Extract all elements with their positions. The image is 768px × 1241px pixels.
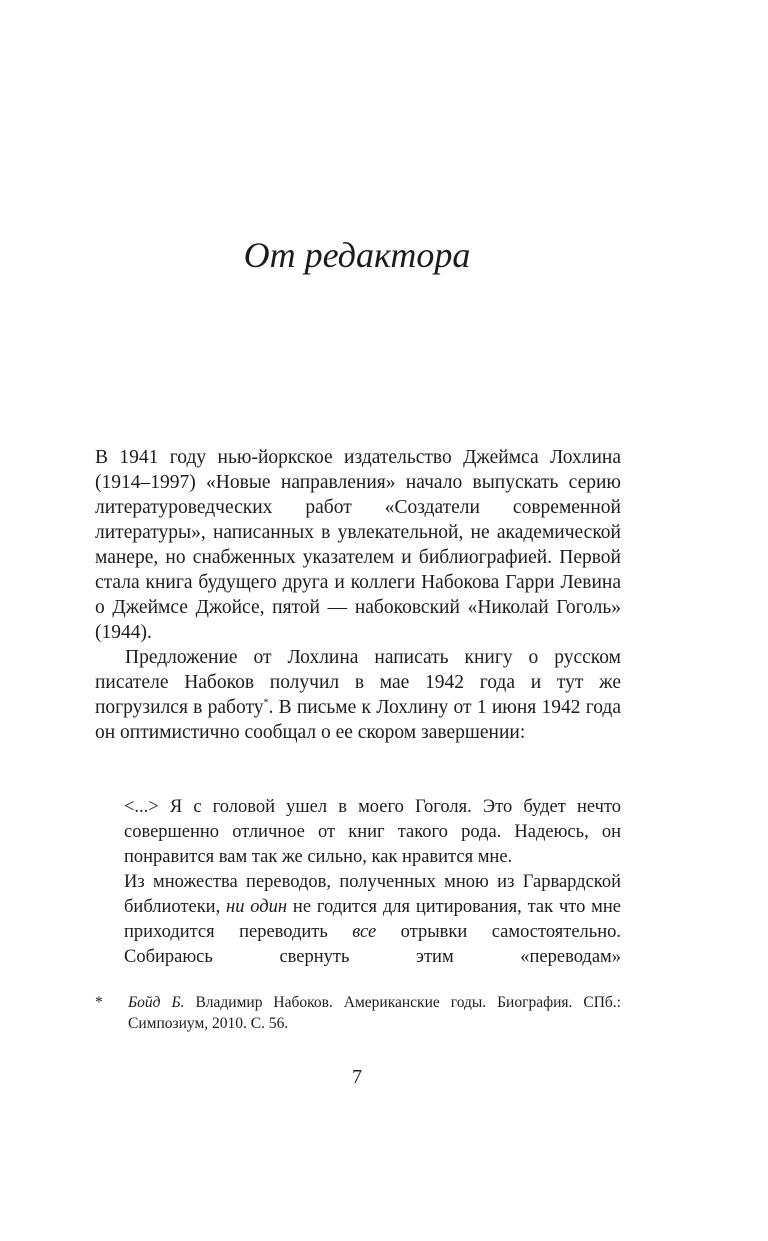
quote-text-a: Из множества переводов, полученных мною из Гарвардской библиотеки,	[124, 872, 621, 917]
quote-paragraph-1: <...> Я с головой ушел в моего Гоголя. Это будет нечто совершенно отличное от книг такого рода. Надеюсь, он понравится вам так же сильно, как нравится мне.	[124, 797, 621, 867]
chapter-title: От редактора	[243, 235, 471, 275]
letter-quote	[124, 795, 621, 970]
footnote	[95, 992, 621, 1034]
quote-text-c: отрывки самостоятельно. Собираюсь свернуть этим «переводам»	[124, 922, 621, 967]
paragraph-2-text-b: . В письме к Лохлину от 1 июня 1942 года он оптимистично сообщал о ее скором завершении:	[95, 697, 621, 743]
paragraph-1: В 1941 году нью-йоркское издательство Джеймса Лохлина (1914–1997) «Новые направления» начало выпускать серию литературоведческих работ «Создатели современной литературы», написанных в увлекательной, не академической манере, но снабженных указателем и библиографией. Первой стала книга будущего друга и коллеги Набокова Гарри Левина о Джеймсе Джойсе, пятой — набоковский «Николай Гоголь» (1944).	[95, 447, 621, 643]
footnote-mark: *	[95, 994, 103, 1011]
quote-emphasis-1: ни один	[226, 897, 288, 917]
quote-text-b: не годится для цитирования, так что мне приходится переводить	[124, 897, 621, 942]
footnote-text	[128, 992, 621, 1034]
footnote-reference-mark: *	[263, 697, 269, 709]
paragraph-2	[95, 645, 621, 745]
footnote-author: Бойд Б.	[128, 994, 185, 1011]
paragraph-2-text-a: Предложение от Лохлина написать книгу о русском писателе Набоков получил в мае 1942 года и тут же погрузился в работу	[95, 647, 621, 718]
footnote-citation: Владимир Набоков. Американские годы. Биография. СПб.: Симпозиум, 2010. С. 56.	[128, 994, 621, 1032]
quote-paragraph-2	[124, 870, 621, 970]
quote-emphasis-2: все	[352, 922, 377, 942]
main-text	[95, 445, 621, 745]
page-number: 7	[352, 1066, 362, 1088]
